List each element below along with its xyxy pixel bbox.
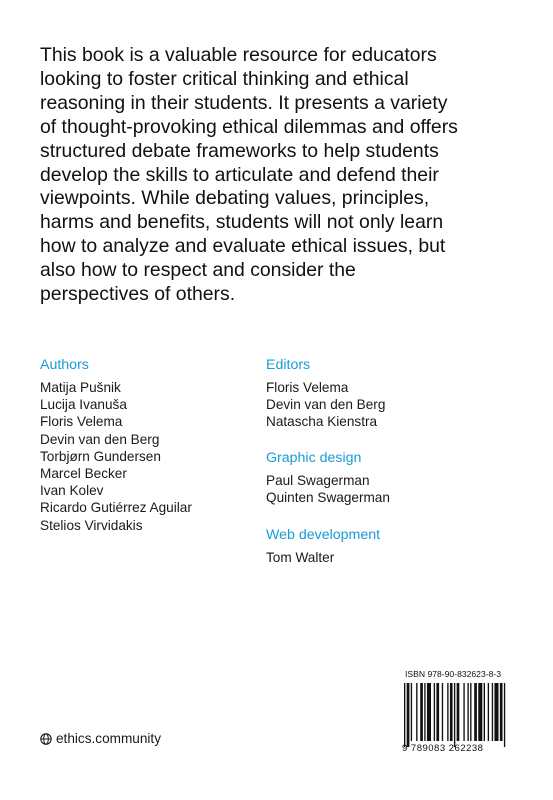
globe-icon — [40, 733, 52, 745]
blurb-line: reasoning in their students. It presents a variety — [40, 91, 448, 114]
editor-name: Devin van den Berg — [266, 397, 386, 413]
blurb-line: This book is a valuable resource for educators — [40, 44, 437, 66]
website-url: ethics.community — [56, 731, 162, 746]
author-name: Floris Velema — [40, 414, 123, 430]
blurb-line: harms and benefits, students will not only learn — [40, 211, 444, 234]
designer-name: Quinten Swagerman — [266, 489, 390, 505]
blurb-line: also how to respect and consider the — [40, 259, 356, 282]
web-development-section — [266, 526, 496, 566]
author-name: Matija Pušnik — [40, 380, 121, 395]
blurb-line: develop the skills to articulate and defend their — [40, 163, 439, 186]
author-name: Stelios Virvidakis — [40, 517, 143, 533]
developer-name: Tom Walter — [266, 550, 335, 566]
back-cover-blurb — [40, 44, 520, 307]
blurb-line: of thought-provoking ethical dilemmas and offers — [40, 115, 458, 138]
credits-column — [266, 356, 496, 584]
authors-heading: Authors — [40, 357, 89, 373]
blurb-line: perspectives of others. — [40, 283, 236, 306]
website-link[interactable] — [40, 731, 161, 746]
web-development-heading: Web development — [266, 527, 381, 544]
graphic-design-heading: Graphic design — [266, 449, 362, 466]
author-name: Lucija Ivanuša — [40, 397, 127, 413]
designer-name: Paul Swagerman — [266, 472, 370, 488]
graphic-design-section — [266, 449, 496, 506]
editor-name: Natascha Kienstra — [266, 414, 378, 430]
blurb-line: looking to foster critical thinking and ethical — [40, 67, 409, 90]
author-name: Torbjørn Gundersen — [40, 448, 161, 464]
editor-name: Floris Velema — [266, 380, 349, 395]
author-name: Marcel Becker — [40, 466, 127, 482]
author-name: Ivan Kolev — [40, 483, 104, 499]
isbn-label: ISBN 978-90-832623-8-3 — [405, 669, 502, 679]
isbn-barcode — [402, 669, 550, 777]
barcode-digits: 9 789083 262238 — [402, 743, 484, 754]
blurb-line: viewpoints. While debating values, principles, — [40, 187, 430, 210]
editors-section — [266, 356, 496, 431]
author-name: Devin van den Berg — [40, 431, 160, 447]
barcode-bars — [402, 683, 550, 747]
authors-section — [40, 356, 250, 534]
editors-heading: Editors — [266, 357, 311, 373]
author-name: Ricardo Gutiérrez Aguilar — [40, 500, 192, 516]
blurb-line: structured debate frameworks to help students — [40, 139, 439, 162]
blurb-line: how to analyze and evaluate ethical issues, but — [40, 235, 446, 258]
